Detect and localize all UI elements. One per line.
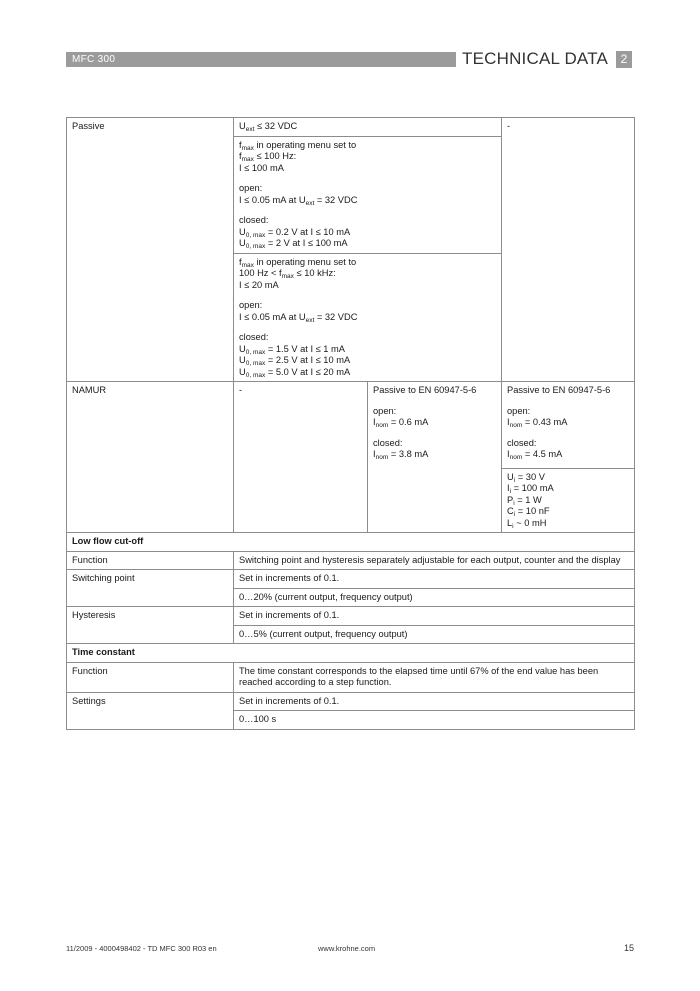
header-section-number: 2 (616, 51, 632, 68)
footer-doc-id: 11/2009 - 4000498402 - TD MFC 300 R03 en (66, 944, 217, 953)
table-row (67, 607, 635, 626)
row-value: Switching point and hysteresis separately adjustable for each output, counter and the display (234, 551, 635, 570)
passive-block-2: $f_{max}$ in operating menu set to 100 $Hz < f_{max} \le 10$ kHz: I ≤ 20 mA open: I ≤ 0.05 mA at $U_{ext} = 32$ VDC closed: $U_{0, max} = 1.5$ V at I ≤ 1 mA $U_{0, max} = 2.5$ V at I ≤ 10 mA $U_{0, max} = 5.0$ V at I ≤ 20 mA (234, 253, 502, 382)
table-row (67, 551, 635, 570)
passive-dash: - (502, 118, 635, 382)
table-row (67, 382, 635, 469)
row-value: Set in increments of 0.1. (234, 692, 635, 711)
header-bar (66, 52, 456, 67)
section-time-constant: Time constant (67, 644, 635, 663)
row-value: The time constant corresponds to the elapsed time until 67% of the end value has been reached according to a step function. (234, 662, 635, 692)
namur-dash: - (234, 382, 368, 533)
section-low-flow: Low flow cut-off (67, 533, 635, 552)
footer-page-number: 15 (624, 943, 635, 953)
header-section-title: TECHNICAL DATA (462, 49, 609, 68)
table-row (67, 533, 635, 552)
namur-label: NAMUR (67, 382, 234, 533)
footer-website: www.krohne.com (318, 944, 376, 953)
row-label: Hysteresis (67, 607, 234, 644)
passive-label: Passive (67, 118, 234, 382)
technical-data-table (66, 117, 635, 730)
row-value: Set in increments of 0.1. (234, 570, 635, 589)
row-value: 0…100 s (234, 711, 635, 730)
namur-col4: Passive to EN 60947-5-6 open: $I_{nom} = 0.43$ mA closed: $I_{nom} = 4.5$ mA (502, 382, 635, 469)
row-label: Function (67, 662, 234, 692)
table-row (67, 570, 635, 589)
table-row (67, 662, 635, 692)
row-value: 0…5% (current output, frequency output) (234, 625, 635, 644)
passive-block-1: $f_{max}$ in operating menu set to $f_{max} \le 100$ Hz: I ≤ 100 mA open: I ≤ 0.05 mA at $U_{ext} = 32$ VDC closed: $U_{0, max} = 0.2$ V at I ≤ 10 mA $U_{0, max} = 2$ V at I ≤ 100 mA (234, 136, 502, 253)
passive-uext: $U_{ext} \le 32$ VDC (234, 118, 502, 137)
table-row (67, 644, 635, 663)
table-row (67, 118, 635, 137)
row-value: 0…20% (current output, frequency output) (234, 588, 635, 607)
row-label: Switching point (67, 570, 234, 607)
namur-ex-values: $U_i = 30$ V $I_i = 100$ mA $P_i = 1$ W $C_i = 10$ nF $L_i$ ~ 0 mH (502, 468, 635, 533)
header-doc-name: MFC 300 (72, 54, 116, 65)
namur-col3: Passive to EN 60947-5-6 open: $I_{nom} = 0.6$ mA closed: $I_{nom} = 3.8$ mA (368, 382, 502, 533)
row-label: Settings (67, 692, 234, 729)
table-row (67, 692, 635, 711)
row-value: Set in increments of 0.1. (234, 607, 635, 626)
row-label: Function (67, 551, 234, 570)
